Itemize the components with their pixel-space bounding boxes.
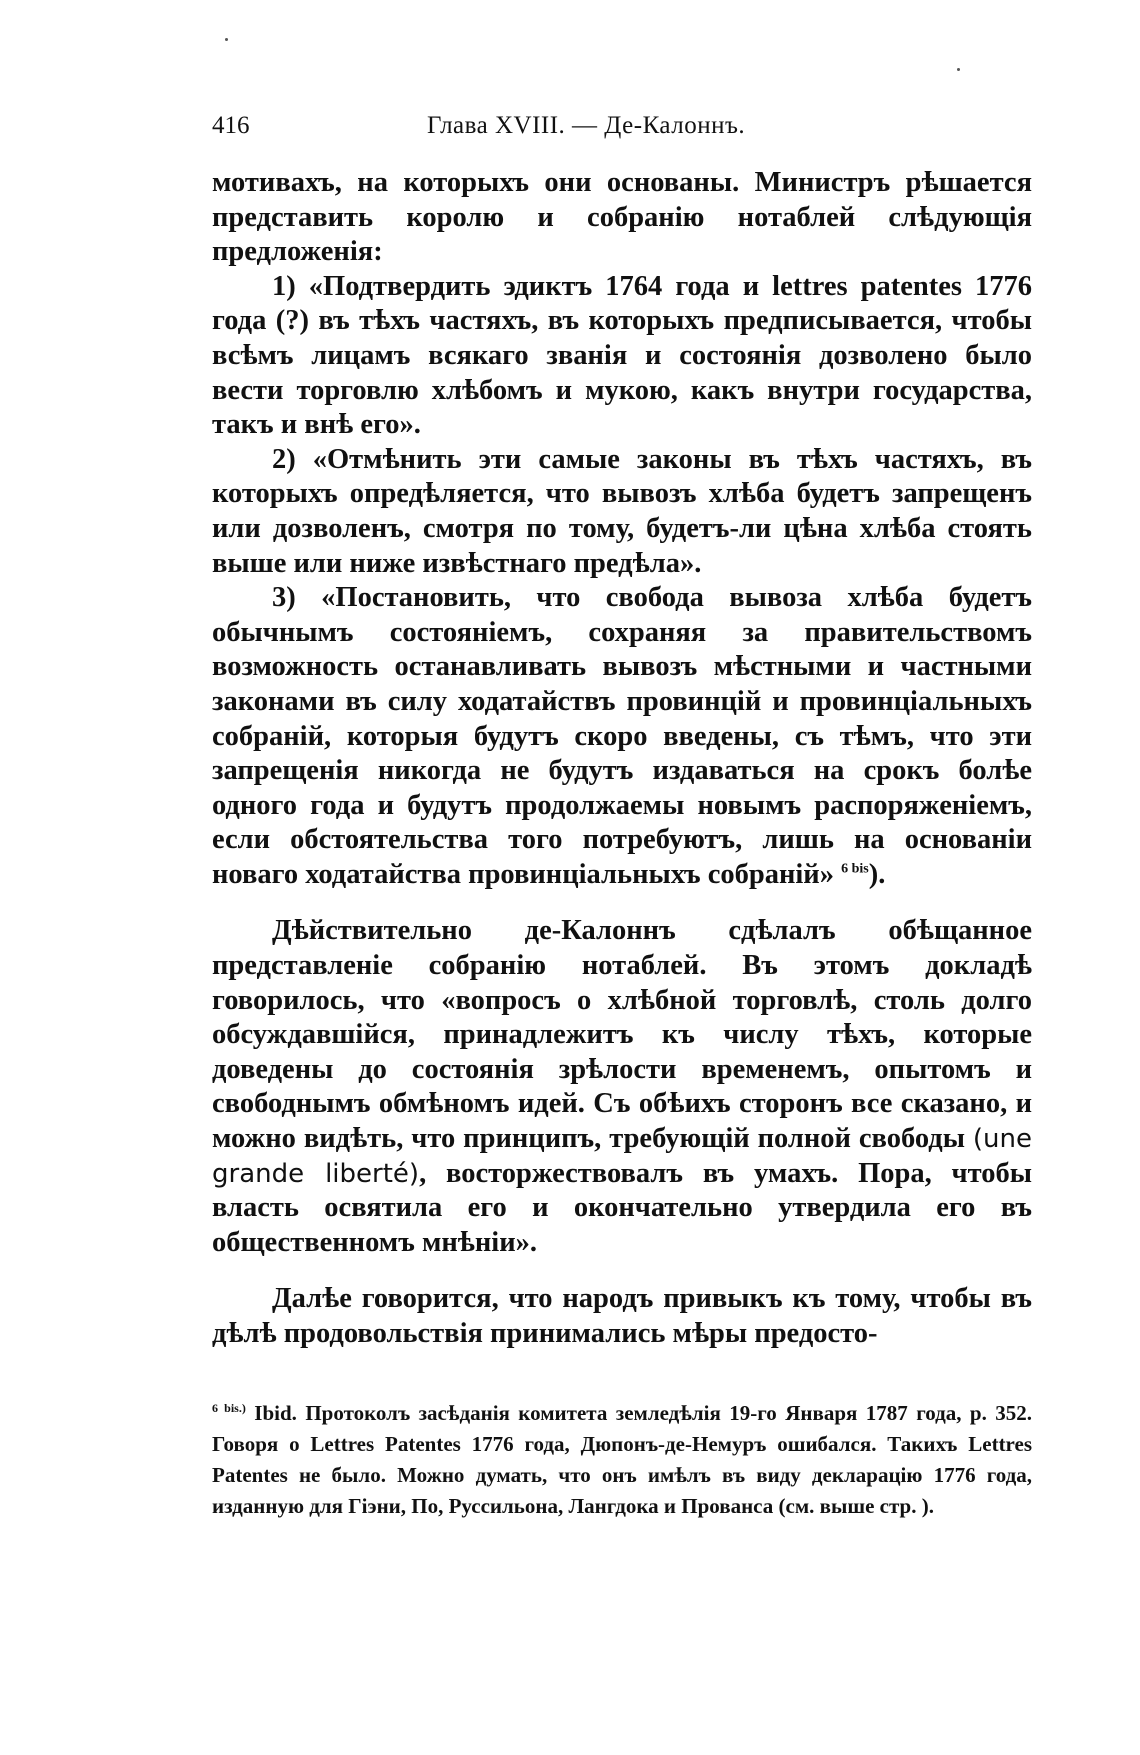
paragraph — [212, 581, 1032, 892]
book-page — [212, 108, 1032, 1522]
page-header — [212, 108, 1032, 154]
latin-quote: (une grande liberté) — [212, 1124, 1033, 1189]
paragraph-text: 3) «Постановить, что свобода вывоза хлѣба будетъ обычнымъ состояніемъ, сохраняя за правительствомъ возможность останавливать вывозъ мѣстными и частными законами въ силу ходатайствъ провинцій и провинціальныхъ собраній, которыя будутъ скоро введены, съ тѣмъ, что эти запрещенія никогда не будутъ издаваться на срокъ болѣе одного года и будутъ продолжаемы новымъ распоряженіемъ, если обстоятельства того потребуютъ, лишь на основаніи новаго ходатайства провинціальныхъ собраній» — [212, 582, 1032, 890]
dust-speck — [957, 68, 960, 71]
paragraph: 2) «Отмѣнить эти самые законы въ тѣхъ частяхъ, въ которыхъ опредѣляется, что вывозъ хлѣба будетъ запрещенъ или дозволенъ, смотря по тому, будетъ-ли цѣна хлѣба стоять выше или ниже извѣстнаго предѣла». — [212, 443, 1032, 579]
paragraph-text: Дѣйствительно де-Калоннъ сдѣлалъ обѣщанное представленіе собранію нотаблей. Въ этомъ докладѣ говорилось, что «вопросъ о хлѣбной торговлѣ, столь долго обсуждавшійся, принадлежитъ къ числу тѣхъ, которые доведены до состоянія зрѣлости временемъ, опытомъ и свободнымъ обмѣномъ идей. Съ обѣихъ сторонъ все сказано, и можно видѣть, что принципъ, требующій полной свободы — [212, 915, 1032, 1155]
main-text — [212, 166, 1032, 1352]
footnote-reference: 6 bis — [841, 861, 869, 877]
footnote-text: Ibid. Протоколъ засѣданія комитета земледѣлія 19-го Января 1787 года, р. 352. Говоря о Lettres Patentes 1776 года, Дюпонъ-де-Немуръ ошибался. Такихъ Lettres Patentes не было. Можно думать, что онъ имѣлъ въ виду декларацію 1776 года, изданную для Гіэни, По, Руссильона, Лангдока и Прованса (см. выше стр. ). — [212, 1400, 1033, 1518]
dust-speck — [225, 38, 228, 41]
paragraph: 1) «Подтвердить эдиктъ 1764 года и lettres patentes 1776 года (?) въ тѣхъ частяхъ, въ которыхъ предписывается, чтобы всѣмъ лицамъ всякаго званія и состоянія дозволено было вести торговлю хлѣбомъ и мукою, какъ внутри государства, такъ и внѣ его». — [212, 270, 1032, 441]
paragraph-text: , восторжествовалъ въ умахъ. Пора, чтобы власть освятила его и окончательно утвердила его въ общественномъ мнѣніи». — [212, 1157, 1032, 1258]
footnote — [212, 1398, 1032, 1522]
footnote-mark: 6 bis.) — [212, 1400, 246, 1415]
running-head: Глава XVIII. — Де-Калоннъ. — [427, 112, 746, 139]
paragraph: мотивахъ, на которыхъ они основаны. Министръ рѣшается представить королю и собранію нотаблей слѣдующія предложенія: — [212, 167, 1032, 268]
paragraph — [212, 914, 1032, 1260]
paragraph: Далѣе говорится, что народъ привыкъ къ тому, чтобы въ дѣлѣ продовольствія принимались мѣры предосто- — [212, 1283, 1032, 1349]
page-number: 416 — [212, 112, 250, 139]
footnote-reference-close: ). — [868, 858, 886, 890]
